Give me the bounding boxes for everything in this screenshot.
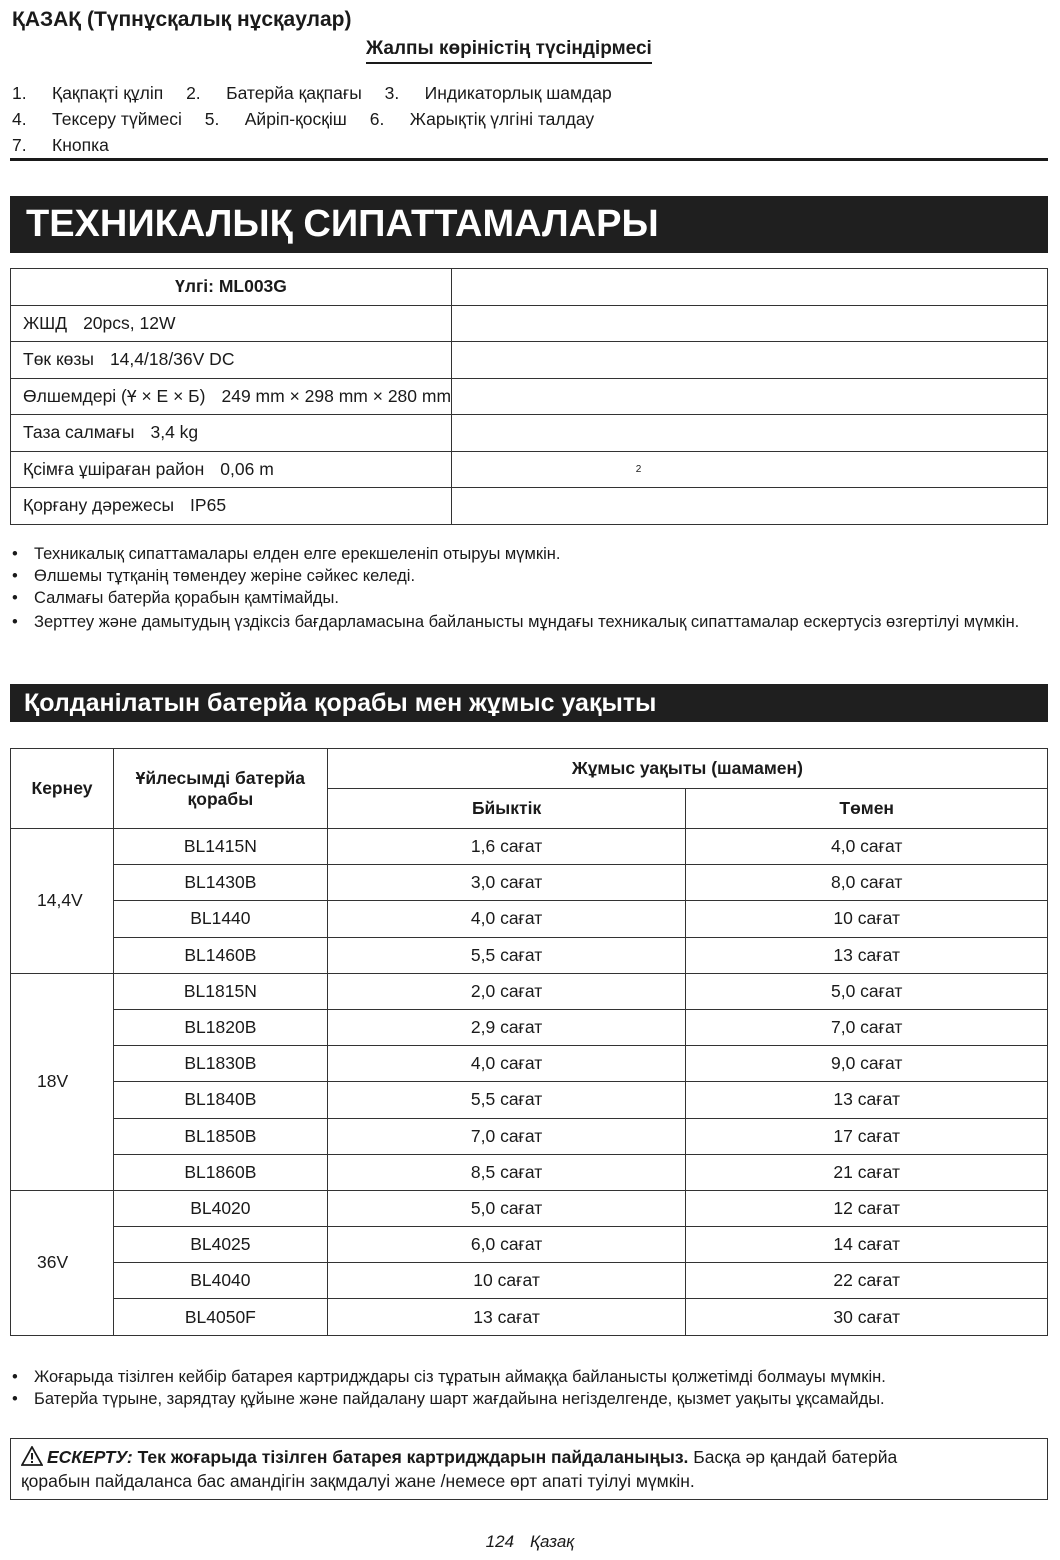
runtime-high: 10 сағат (327, 1263, 686, 1299)
runtime-high: 2,0 сағат (327, 973, 686, 1009)
table-row (11, 1154, 1048, 1190)
runtime-low: 22 сағат (686, 1263, 1048, 1299)
runtime-high: 13 сағат (327, 1299, 686, 1335)
battery-model: BL1460B (113, 937, 327, 973)
runtime-low: 13 сағат (686, 1082, 1048, 1118)
runtime-high: 1,6 сағат (327, 829, 686, 865)
parts-list (12, 80, 630, 158)
page-number: 124 (485, 1532, 515, 1551)
table-row (11, 1118, 1048, 1154)
spec-label: Қсімға ұшіраған район (23, 458, 205, 479)
note-text: Салмағы батерйа қорабын қамтімайды. (34, 589, 340, 607)
battery-model: BL1415N (113, 829, 327, 865)
note-item: • Салмағы батерйа қорабын қамтімайды. (12, 589, 340, 607)
specs-banner: ТЕХНИКАЛЫҚ СИПАТТАМАЛАРЫ (10, 196, 1048, 253)
note-text: Өлшемы тұтқанің төмендеу жеріне сәйкес келеді. (34, 567, 416, 585)
specs-empty-cell (452, 305, 1048, 342)
runtime-high: 4,0 сағат (327, 1046, 686, 1082)
table-row (11, 1082, 1048, 1118)
spec-cell (11, 342, 452, 379)
section-divider (10, 158, 1048, 161)
overview-title: Жалпы көріністің түсіндірмесі (366, 38, 652, 64)
battery-model: BL1815N (113, 973, 327, 1009)
runtime-high: 5,5 сағат (327, 937, 686, 973)
part-number: 5. (204, 109, 220, 129)
runtime-high: 2,9 сағат (327, 1009, 686, 1045)
table-row (11, 1009, 1048, 1045)
table-row (11, 1299, 1048, 1335)
runtime-low: 12 сағат (686, 1190, 1048, 1226)
table-row (11, 1190, 1048, 1226)
runtime-low: 7,0 сағат (686, 1009, 1048, 1045)
specs-empty-cell (452, 451, 1048, 488)
voltage-header: Кернеу (11, 749, 114, 829)
low-header: Төмен (686, 789, 1048, 829)
runtime-low: 30 сағат (686, 1299, 1048, 1335)
specs-table (10, 268, 1048, 525)
part-number: 3. (384, 83, 400, 103)
spec-value: 249 mm × 298 mm × 280 mm (221, 385, 452, 406)
warning-box (10, 1438, 1048, 1500)
specs-empty-cell (452, 488, 1048, 525)
language-title: ҚАЗАҚ (Түпнұсқалық нұсқаулар) (12, 8, 352, 31)
warning-line (21, 1445, 1037, 1469)
spec-cell (11, 451, 642, 488)
runtime-low: 17 сағат (686, 1118, 1048, 1154)
spec-label: Таза салмағы (23, 422, 135, 443)
warning-text: Басқа әр қандай батерйа (693, 1447, 898, 1467)
battery-model: BL4025 (113, 1227, 327, 1263)
spec-cell (11, 305, 452, 342)
spec-value: IP65 (190, 495, 227, 516)
note-text: Батерйа түрыне, зарядтау құйыне және пайдалану шарт жағдайына негізделгенде, қызмет уақыты ұқсамайды. (34, 1390, 885, 1408)
parts-row (12, 132, 630, 158)
voltage-cell: 14,4V (11, 829, 114, 974)
battery-model: BL1820B (113, 1009, 327, 1045)
runtime-high: 7,0 сағат (327, 1118, 686, 1154)
parts-row (12, 80, 630, 106)
table-row (11, 865, 1048, 901)
runtime-high: 3,0 сағат (327, 865, 686, 901)
battery-model: BL1840B (113, 1082, 327, 1118)
spec-label: ЖШД (23, 312, 68, 333)
battery-banner: Қолданілатын батерйа қорабы мен жұмыс уақыты (10, 684, 1048, 722)
warning-headline: Тек жоғарыда тізілген батарея картридждарын пайдаланыңыз. (137, 1447, 689, 1467)
parts-row (12, 106, 630, 132)
battery-model: BL1830B (113, 1046, 327, 1082)
battery-model: BL1440 (113, 901, 327, 937)
voltage-cell: 36V (11, 1190, 114, 1335)
table-row (11, 1046, 1048, 1082)
note-text: Жоғарыда тізілген кейбір батарея картридждары сіз тұратын аймаққа байланысты қолжетімді болмауы мүмкін. (34, 1368, 886, 1386)
spec-value: 3,4 kg (150, 422, 199, 443)
part-label: Тексеру түймесі (52, 109, 182, 129)
note-text: Техникалық сипаттамалары елден елге ерекшеленіп отыруы мүмкін. (34, 545, 561, 563)
runtime-low: 14 сағат (686, 1227, 1048, 1263)
runtime-low: 8,0 сағат (686, 865, 1048, 901)
part-number: 6. (369, 109, 385, 129)
runtime-high: 5,0 сағат (327, 1190, 686, 1226)
note-item: • Жоғарыда тізілген кейбір батарея картридждары сіз тұратын аймаққа байланысты қолжетімді болмауы мүмкін. (12, 1368, 886, 1386)
battery-notes (12, 1366, 1040, 1410)
spec-value: 14,4/18/36V DC (109, 349, 235, 370)
part-number: 1. (12, 83, 27, 103)
note-item: • Зерттеу және дамытудың үздіксіз бағдарламасына байланысты мұндағы техникалық сипаттамалар ескертусіз өзгертілуі мүмкін. (12, 613, 1020, 631)
model-label: Үлгі: ML003G (11, 269, 452, 306)
part-number: 4. (12, 109, 27, 129)
spec-row (11, 342, 1048, 379)
spec-cell (11, 378, 452, 415)
specs-header-row (11, 269, 1048, 306)
superscript-mark: 2 (635, 463, 642, 475)
table-row (11, 973, 1048, 1009)
specs-empty-cell (452, 342, 1048, 379)
table-row (11, 937, 1048, 973)
runtime-header: Жұмыс уақыты (шамамен) (327, 749, 1047, 789)
note-item: • Техникалық сипаттамалары елден елге ерекшеленіп отыруы мүмкін. (12, 545, 561, 563)
battery-model: BL4040 (113, 1263, 327, 1299)
specs-empty-cell (452, 378, 1048, 415)
note-text: Зерттеу және дамытудың үздіксіз бағдарламасына байланысты мұндағы техникалық сипаттамалар ескертусіз өзгертілуі мүмкін. (34, 613, 1020, 631)
runtime-high: 6,0 сағат (327, 1227, 686, 1263)
voltage-cell: 18V (11, 973, 114, 1190)
battery-table (10, 748, 1048, 1336)
specs-notes (12, 543, 1030, 633)
spec-value: 20pcs, 12W (83, 312, 176, 333)
spec-label: Өлшемдері (Ұ × Е × Б) (23, 385, 206, 406)
runtime-low: 21 сағат (686, 1154, 1048, 1190)
footer-language: Қазақ (530, 1532, 575, 1551)
runtime-low: 4,0 сағат (686, 829, 1048, 865)
warning-label: ЕСКЕРТУ: (47, 1447, 133, 1467)
spec-row (11, 305, 1048, 342)
part-label: Қақпақті құліп (52, 83, 164, 103)
runtime-low: 9,0 сағат (686, 1046, 1048, 1082)
battery-model: BL1850B (113, 1118, 327, 1154)
specs-empty-cell (452, 269, 1048, 306)
spec-value: 0,06 m (220, 458, 274, 479)
battery-model: BL4020 (113, 1190, 327, 1226)
runtime-low: 13 сағат (686, 937, 1048, 973)
specs-empty-cell (452, 415, 1048, 452)
runtime-high: 5,5 сағат (327, 1082, 686, 1118)
high-header: Бйыктік (327, 789, 686, 829)
table-row (11, 829, 1048, 865)
table-row (11, 901, 1048, 937)
battery-header-row (11, 749, 1048, 789)
note-item: • Өлшемы тұтқанің төмендеу жеріне сәйкес келеді. (12, 567, 416, 585)
runtime-low: 10 сағат (686, 901, 1048, 937)
battery-model: BL4050F (113, 1299, 327, 1335)
spec-row (11, 415, 1048, 452)
page-footer (0, 1532, 1060, 1552)
runtime-high: 4,0 сағат (327, 901, 686, 937)
runtime-low: 5,0 сағат (686, 973, 1048, 1009)
part-number: 7. (12, 135, 27, 155)
table-row (11, 1263, 1048, 1299)
spec-label: Төк көзы (23, 349, 94, 370)
runtime-high: 8,5 сағат (327, 1154, 686, 1190)
spec-label: Қорғану дәрежесы (23, 495, 175, 516)
spec-cell (11, 415, 452, 452)
battery-model: BL1430B (113, 865, 327, 901)
part-label: Кнопка (52, 135, 109, 155)
part-label: Жарықтіқ үлгіні талдау (409, 109, 595, 129)
spec-cell (11, 488, 452, 525)
battery-header: Ұйлесымді батерйа қорабы (113, 749, 327, 829)
battery-model: BL1860B (113, 1154, 327, 1190)
spec-row (11, 378, 1048, 415)
spec-row (11, 488, 1048, 525)
note-item: • Батерйа түрыне, зарядтау құйыне және пайдалану шарт жағдайына негізделгенде, қызмет уақыты ұқсамайды. (12, 1390, 885, 1408)
table-row (11, 1227, 1048, 1263)
warning-text-continued: қорабын пайдаланса бас амандігін зақмдалуі жане /немесе өрт апаті туілуі мүмкін. (21, 1471, 695, 1491)
warning-triangle-icon (21, 1446, 43, 1466)
spec-row (11, 451, 1048, 488)
part-label: Батерйа қақпағы (226, 83, 362, 103)
part-number: 2. (186, 83, 201, 103)
part-label: Айріп-қосқіш (244, 109, 347, 129)
part-label: Индикаторлық шамдар (424, 83, 612, 103)
